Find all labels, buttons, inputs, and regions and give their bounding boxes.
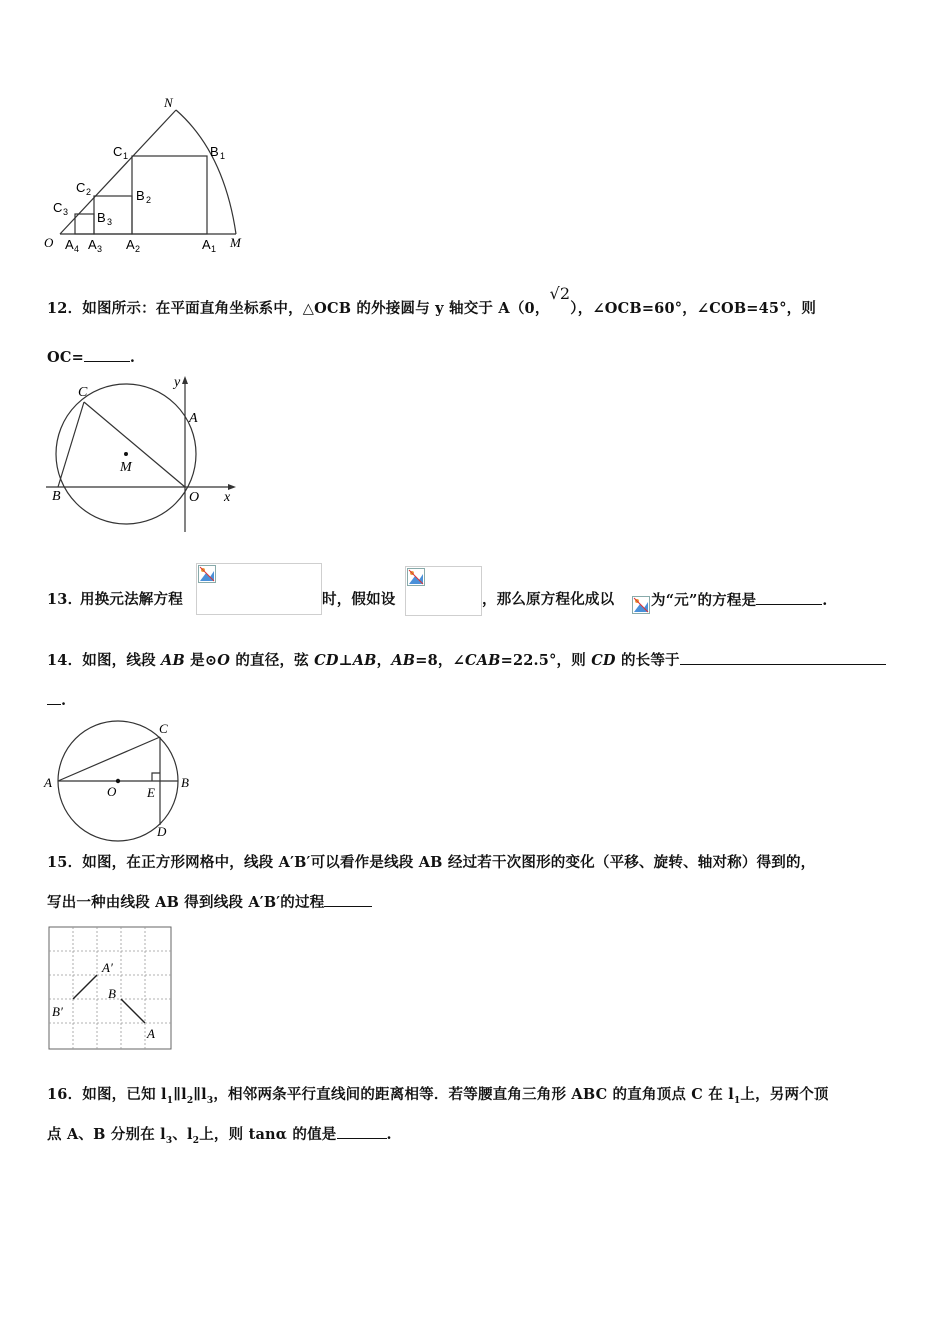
label-B2: B	[136, 188, 145, 203]
broken-image-icon	[632, 596, 650, 614]
q14-ab3: AB	[391, 652, 416, 669]
q14-t3: 的直径，弦	[230, 652, 315, 669]
label-C: C	[78, 385, 88, 400]
label-C3-sub: 3	[63, 207, 69, 217]
label-C2-sub: 2	[86, 187, 92, 197]
q15-text1: 如图，在正方形网格中，线段 A′B′可以看作是线段 AB 经过若干次图形的变化（平移、旋转、轴对称）得到的，	[82, 854, 816, 871]
q16-number: 16．	[47, 1086, 83, 1103]
label-C: C	[159, 721, 168, 736]
q13-answer-blank[interactable]	[756, 590, 822, 605]
q15-answer-blank[interactable]	[324, 892, 372, 907]
figure-grid	[48, 926, 174, 1052]
q13-text-d: 为“元”的方程是	[651, 592, 757, 609]
q12-period: .	[129, 349, 136, 366]
q14-t5: ，	[376, 652, 392, 669]
q14-line1	[47, 650, 886, 671]
label-O: O	[44, 235, 54, 250]
q16-answer-blank[interactable]	[337, 1124, 387, 1139]
label-N: N	[164, 95, 173, 110]
label-y: y	[174, 375, 181, 390]
q14-t4: ⊥	[338, 652, 353, 669]
q12-text-a: 如图所示：在平面直角坐标系中，△OCB 的外接圆与 y 轴交于 A（0，	[82, 300, 550, 317]
q14-t2: 是⊙	[184, 652, 218, 669]
q12-oc: OC=	[47, 349, 84, 366]
q16-sub1: 1	[166, 1095, 174, 1106]
q14-cd2: CD	[591, 652, 616, 669]
q14-o: O	[217, 652, 231, 669]
label-E: E	[147, 785, 155, 800]
label-O: O	[107, 784, 117, 799]
q14-number: 14．	[47, 652, 83, 669]
q14-t7: =22.5°，则	[500, 652, 592, 669]
label-B3: B	[97, 210, 106, 225]
q16-l1d: ，相邻两条平行直线间的距离相等．若等腰直角三角形 ABC 的直角顶点 C 在 l	[213, 1086, 734, 1103]
label-A4-sub: 4	[74, 244, 80, 254]
q15-line1	[47, 853, 815, 873]
label-A: A	[147, 1026, 155, 1041]
q12-line1	[47, 284, 817, 319]
q14-answer-blank[interactable]	[680, 650, 886, 665]
label-M: M	[120, 460, 132, 475]
q16-end: .	[386, 1126, 392, 1143]
label-A1-sub: 1	[211, 244, 217, 254]
q14-ab2: AB	[352, 652, 377, 669]
q14-t1: 如图，线段	[82, 652, 162, 669]
label-A3-sub: 3	[97, 244, 103, 254]
q14-cab: CAB	[464, 652, 501, 669]
label-B2-sub: 2	[146, 195, 152, 205]
label-D: D	[157, 824, 167, 839]
label-A1: A	[202, 237, 211, 252]
label-x: x	[224, 490, 231, 505]
q14-t8: 的长等于	[615, 652, 680, 669]
label-B1: B	[210, 144, 219, 159]
q16-l1a: 如图，已知 l	[82, 1086, 167, 1103]
label-C2: C	[76, 180, 86, 195]
q16-sub3b: 3	[165, 1135, 173, 1146]
q12-text-b: ），∠OCB=60°，∠COB=45°，则	[570, 300, 817, 317]
q16-line2	[47, 1124, 392, 1151]
label-B: B	[181, 775, 189, 790]
q13-text-a: 用换元法解方程	[80, 591, 183, 608]
q14-period: .	[61, 692, 67, 709]
q16-sub2: 2	[186, 1095, 194, 1106]
q15-line2	[47, 892, 372, 913]
q14-answer-blank-cont[interactable]	[47, 690, 61, 705]
label-B-prime: B′	[52, 1004, 63, 1019]
q12-sqrt: √2	[549, 284, 571, 303]
q16-sub2b: 2	[192, 1135, 200, 1146]
label-A: A	[44, 775, 52, 790]
q16-l2b: 、l	[172, 1126, 193, 1143]
broken-image-icon	[198, 565, 216, 583]
q16-l1c: ∥l	[193, 1086, 207, 1103]
broken-image-icon	[407, 568, 425, 586]
label-A-prime: A′	[102, 960, 113, 975]
q13-text-c: ，那么原方程化成以	[482, 591, 615, 608]
q16-line1	[47, 1085, 829, 1111]
q13-number: 13．	[47, 591, 83, 608]
label-O: O	[189, 490, 200, 505]
label-C3: C	[53, 200, 63, 215]
q15-number: 15．	[47, 854, 83, 871]
label-C1: C	[113, 144, 123, 159]
q16-sub1b: 1	[733, 1095, 741, 1106]
label-A2-sub: 2	[135, 244, 141, 254]
q14-ab: AB	[161, 652, 185, 669]
q16-sub3: 3	[206, 1095, 214, 1106]
label-B: B	[108, 986, 116, 1001]
q12-number: 12．	[47, 300, 83, 317]
figure-squares-in-sector	[40, 92, 260, 262]
label-A2: A	[126, 237, 135, 252]
label-B3-sub: 3	[107, 217, 113, 227]
label-B: B	[52, 489, 61, 504]
q14-line2	[47, 690, 66, 711]
q15-text2: 写出一种由线段 AB 得到线段 A′B′的过程	[47, 894, 325, 911]
label-A4: A	[65, 237, 74, 252]
figure-circle-coordinate	[40, 372, 240, 537]
q16-l1b: ∥l	[173, 1086, 187, 1103]
q16-l1e: 上，另两个顶	[740, 1086, 829, 1103]
q14-t6: =8，∠	[415, 652, 465, 669]
q13-end: .	[822, 592, 828, 609]
q16-l2a: 点 A、B 分别在 l	[47, 1126, 166, 1143]
figure-circle-chord	[40, 715, 200, 843]
q13-text-d-wrap	[651, 590, 828, 611]
label-B1-sub: 1	[220, 151, 226, 161]
label-M: M	[230, 235, 241, 250]
label-A: A	[189, 411, 198, 426]
label-C1-sub: 1	[123, 151, 129, 161]
q12-answer-blank[interactable]	[84, 347, 130, 362]
q13-text-b: 时，假如设	[322, 591, 396, 608]
label-A3: A	[88, 237, 97, 252]
q12-line2	[47, 347, 135, 368]
q14-cd: CD	[314, 652, 339, 669]
q16-l2c: 上，则 tanα 的值是	[199, 1126, 337, 1143]
